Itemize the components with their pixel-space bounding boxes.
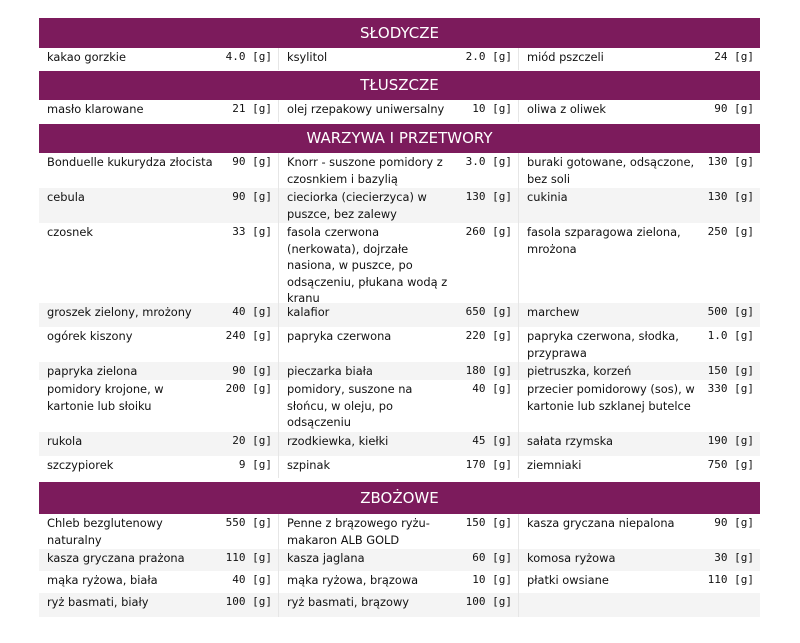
section-2 bbox=[39, 124, 760, 478]
item-name: komosa ryżowa bbox=[527, 551, 616, 565]
item-quantity: 130 [g] bbox=[701, 155, 754, 168]
item-name: szpinak bbox=[287, 458, 331, 472]
item-cell bbox=[519, 223, 760, 303]
item-quantity: 40 [g] bbox=[459, 382, 512, 395]
item-quantity: 200 [g] bbox=[219, 382, 272, 395]
item-name: rukola bbox=[47, 434, 83, 448]
table-row bbox=[39, 48, 760, 70]
item-quantity: 90 [g] bbox=[701, 516, 754, 529]
section-title: ZBOŻOWE bbox=[39, 482, 760, 514]
item-name: oliwa z oliwek bbox=[527, 102, 607, 116]
item-cell bbox=[519, 327, 760, 362]
item-cell bbox=[39, 153, 279, 188]
table-row bbox=[39, 303, 760, 327]
table-row bbox=[39, 456, 760, 478]
item-quantity: 90 [g] bbox=[701, 102, 754, 115]
item-quantity: 110 [g] bbox=[219, 551, 272, 564]
item-cell bbox=[279, 432, 519, 456]
item-quantity: 90 [g] bbox=[219, 190, 272, 203]
table-row bbox=[39, 100, 760, 122]
item-quantity: 180 [g] bbox=[459, 364, 512, 377]
table-row bbox=[39, 593, 760, 617]
item-quantity: 130 [g] bbox=[459, 190, 512, 203]
item-name: pietruszka, korzeń bbox=[527, 364, 632, 378]
item-name bbox=[527, 593, 748, 617]
item-cell bbox=[279, 514, 519, 549]
item-quantity: 3.0 [g] bbox=[459, 155, 512, 168]
item-name: papryka czerwona bbox=[287, 329, 392, 343]
item-cell bbox=[39, 48, 279, 70]
item-cell bbox=[519, 593, 760, 617]
table-row bbox=[39, 549, 760, 571]
table-row bbox=[39, 380, 760, 432]
item-name: szczypiorek bbox=[47, 458, 114, 472]
item-name: ryż basmati, biały bbox=[47, 595, 149, 609]
item-name: pieczarka biała bbox=[287, 364, 373, 378]
table-row bbox=[39, 432, 760, 456]
item-cell bbox=[519, 100, 760, 122]
item-name: ryż basmati, brązowy bbox=[287, 595, 410, 609]
item-cell bbox=[279, 593, 519, 617]
item-cell bbox=[519, 362, 760, 380]
item-cell bbox=[39, 456, 279, 478]
item-cell bbox=[519, 303, 760, 327]
item-cell bbox=[519, 432, 760, 456]
item-quantity: 330 [g] bbox=[701, 382, 754, 395]
section-title: WARZYWA I PRZETWORY bbox=[39, 124, 760, 153]
table-row bbox=[39, 327, 760, 362]
item-name: Penne z brązowego ryżu-makaron ALB GOLD bbox=[287, 516, 430, 547]
item-cell bbox=[39, 223, 279, 303]
item-cell bbox=[519, 48, 760, 70]
item-name: marchew bbox=[527, 305, 580, 319]
item-cell bbox=[39, 549, 279, 571]
item-quantity: 90 [g] bbox=[219, 364, 272, 377]
item-quantity: 20 [g] bbox=[219, 434, 272, 447]
item-name: buraki gotowane, odsączone, bez soli bbox=[527, 155, 695, 186]
item-cell bbox=[519, 188, 760, 223]
item-cell bbox=[279, 223, 519, 303]
item-cell bbox=[39, 380, 279, 432]
item-cell bbox=[279, 100, 519, 122]
item-quantity: 21 [g] bbox=[219, 102, 272, 115]
item-quantity: 100 [g] bbox=[219, 595, 272, 608]
item-quantity: 1.0 [g] bbox=[701, 329, 754, 342]
item-name: ogórek kiszony bbox=[47, 329, 133, 343]
item-cell bbox=[39, 362, 279, 380]
item-cell bbox=[519, 380, 760, 432]
item-quantity: 110 [g] bbox=[701, 573, 754, 586]
table-row bbox=[39, 188, 760, 223]
item-cell bbox=[279, 188, 519, 223]
item-name: Chleb bezglutenowy naturalny bbox=[47, 516, 163, 547]
item-cell bbox=[39, 432, 279, 456]
table-row bbox=[39, 362, 760, 380]
item-cell bbox=[39, 593, 279, 617]
item-name: kakao gorzkie bbox=[47, 50, 126, 64]
item-quantity: 750 [g] bbox=[701, 458, 754, 471]
item-name: mąka ryżowa, biała bbox=[47, 573, 158, 587]
item-cell bbox=[279, 48, 519, 70]
item-quantity: 4.0 [g] bbox=[219, 50, 272, 63]
item-quantity: 220 [g] bbox=[459, 329, 512, 342]
item-name: cieciorka (ciecierzyca) w puszce, bez zalewy bbox=[287, 190, 427, 221]
item-name: pomidory, suszone na słońcu, w oleju, po odsączeniu bbox=[287, 382, 413, 429]
item-name: Knorr - suszone pomidory z czosnkiem i bazylią bbox=[287, 155, 443, 186]
item-name: papryka zielona bbox=[47, 364, 138, 378]
item-quantity: 90 [g] bbox=[219, 155, 272, 168]
item-name: ziemniaki bbox=[527, 458, 582, 472]
item-cell bbox=[39, 100, 279, 122]
item-name: masło klarowane bbox=[47, 102, 144, 116]
item-cell bbox=[39, 571, 279, 593]
item-quantity: 100 [g] bbox=[459, 595, 512, 608]
item-quantity: 30 [g] bbox=[701, 551, 754, 564]
item-quantity: 10 [g] bbox=[459, 573, 512, 586]
item-quantity: 240 [g] bbox=[219, 329, 272, 342]
table-row bbox=[39, 514, 760, 549]
item-name: ksylitol bbox=[287, 50, 328, 64]
table-row bbox=[39, 153, 760, 188]
item-cell bbox=[39, 188, 279, 223]
item-cell bbox=[519, 456, 760, 478]
item-quantity: 60 [g] bbox=[459, 551, 512, 564]
item-name: pomidory krojone, w kartonie lub słoiku bbox=[47, 382, 164, 413]
item-quantity: 150 [g] bbox=[459, 516, 512, 529]
item-quantity: 2.0 [g] bbox=[459, 50, 512, 63]
item-quantity: 45 [g] bbox=[459, 434, 512, 447]
item-name: płatki owsiane bbox=[527, 573, 609, 587]
table-row bbox=[39, 223, 760, 303]
item-name: cebula bbox=[47, 190, 85, 204]
section-title: TŁUSZCZE bbox=[39, 71, 760, 100]
item-quantity: 500 [g] bbox=[701, 305, 754, 318]
item-quantity: 250 [g] bbox=[701, 225, 754, 238]
item-cell bbox=[279, 153, 519, 188]
item-quantity: 130 [g] bbox=[701, 190, 754, 203]
item-quantity: 40 [g] bbox=[219, 305, 272, 318]
item-name: przecier pomidorowy (sos), w kartonie lub szklanej butelce bbox=[527, 382, 695, 413]
item-cell bbox=[39, 303, 279, 327]
item-name: olej rzepakowy uniwersalny bbox=[287, 102, 445, 116]
item-name: papryka czerwona, słodka, przyprawa bbox=[527, 329, 679, 360]
item-cell bbox=[39, 327, 279, 362]
item-cell bbox=[279, 456, 519, 478]
item-name: kasza gryczana prażona bbox=[47, 551, 185, 565]
item-name: kasza gryczana niepalona bbox=[527, 516, 675, 530]
item-quantity: 170 [g] bbox=[459, 458, 512, 471]
item-cell bbox=[519, 549, 760, 571]
section-title: SŁODYCZE bbox=[39, 18, 760, 48]
item-quantity: 260 [g] bbox=[459, 225, 512, 238]
item-cell bbox=[519, 514, 760, 549]
item-name: fasola szparagowa zielona, mrożona bbox=[527, 225, 681, 256]
item-cell bbox=[519, 571, 760, 593]
item-cell bbox=[279, 571, 519, 593]
item-cell bbox=[279, 380, 519, 432]
item-name: kalafior bbox=[287, 305, 330, 319]
item-cell bbox=[519, 153, 760, 188]
table-row bbox=[39, 571, 760, 593]
item-name: groszek zielony, mrożony bbox=[47, 305, 192, 319]
item-name: mąka ryżowa, brązowa bbox=[287, 573, 419, 587]
item-quantity: 150 [g] bbox=[701, 364, 754, 377]
item-quantity: 10 [g] bbox=[459, 102, 512, 115]
item-cell bbox=[279, 549, 519, 571]
section-0 bbox=[39, 18, 760, 70]
item-name: cukinia bbox=[527, 190, 568, 204]
item-quantity: 190 [g] bbox=[701, 434, 754, 447]
item-name: sałata rzymska bbox=[527, 434, 614, 448]
item-name: kasza jaglana bbox=[287, 551, 365, 565]
item-name: miód pszczeli bbox=[527, 50, 604, 64]
item-quantity: 650 [g] bbox=[459, 305, 512, 318]
item-name: fasola czerwona (nerkowata), dojrzałe nasiona, w puszce, po odsączeniu, płukana wodą z kranu bbox=[287, 225, 448, 305]
item-cell bbox=[39, 514, 279, 549]
item-quantity: 550 [g] bbox=[219, 516, 272, 529]
section-1 bbox=[39, 71, 760, 122]
item-quantity: 40 [g] bbox=[219, 573, 272, 586]
section-3 bbox=[39, 482, 760, 617]
item-name: rzodkiewka, kiełki bbox=[287, 434, 389, 448]
item-quantity: 24 [g] bbox=[701, 50, 754, 63]
item-name: Bonduelle kukurydza złocista bbox=[47, 155, 213, 169]
item-cell bbox=[279, 327, 519, 362]
item-quantity: 9 [g] bbox=[219, 458, 272, 471]
item-quantity: 33 [g] bbox=[219, 225, 272, 238]
item-cell bbox=[279, 303, 519, 327]
item-name: czosnek bbox=[47, 225, 93, 239]
item-cell bbox=[279, 362, 519, 380]
